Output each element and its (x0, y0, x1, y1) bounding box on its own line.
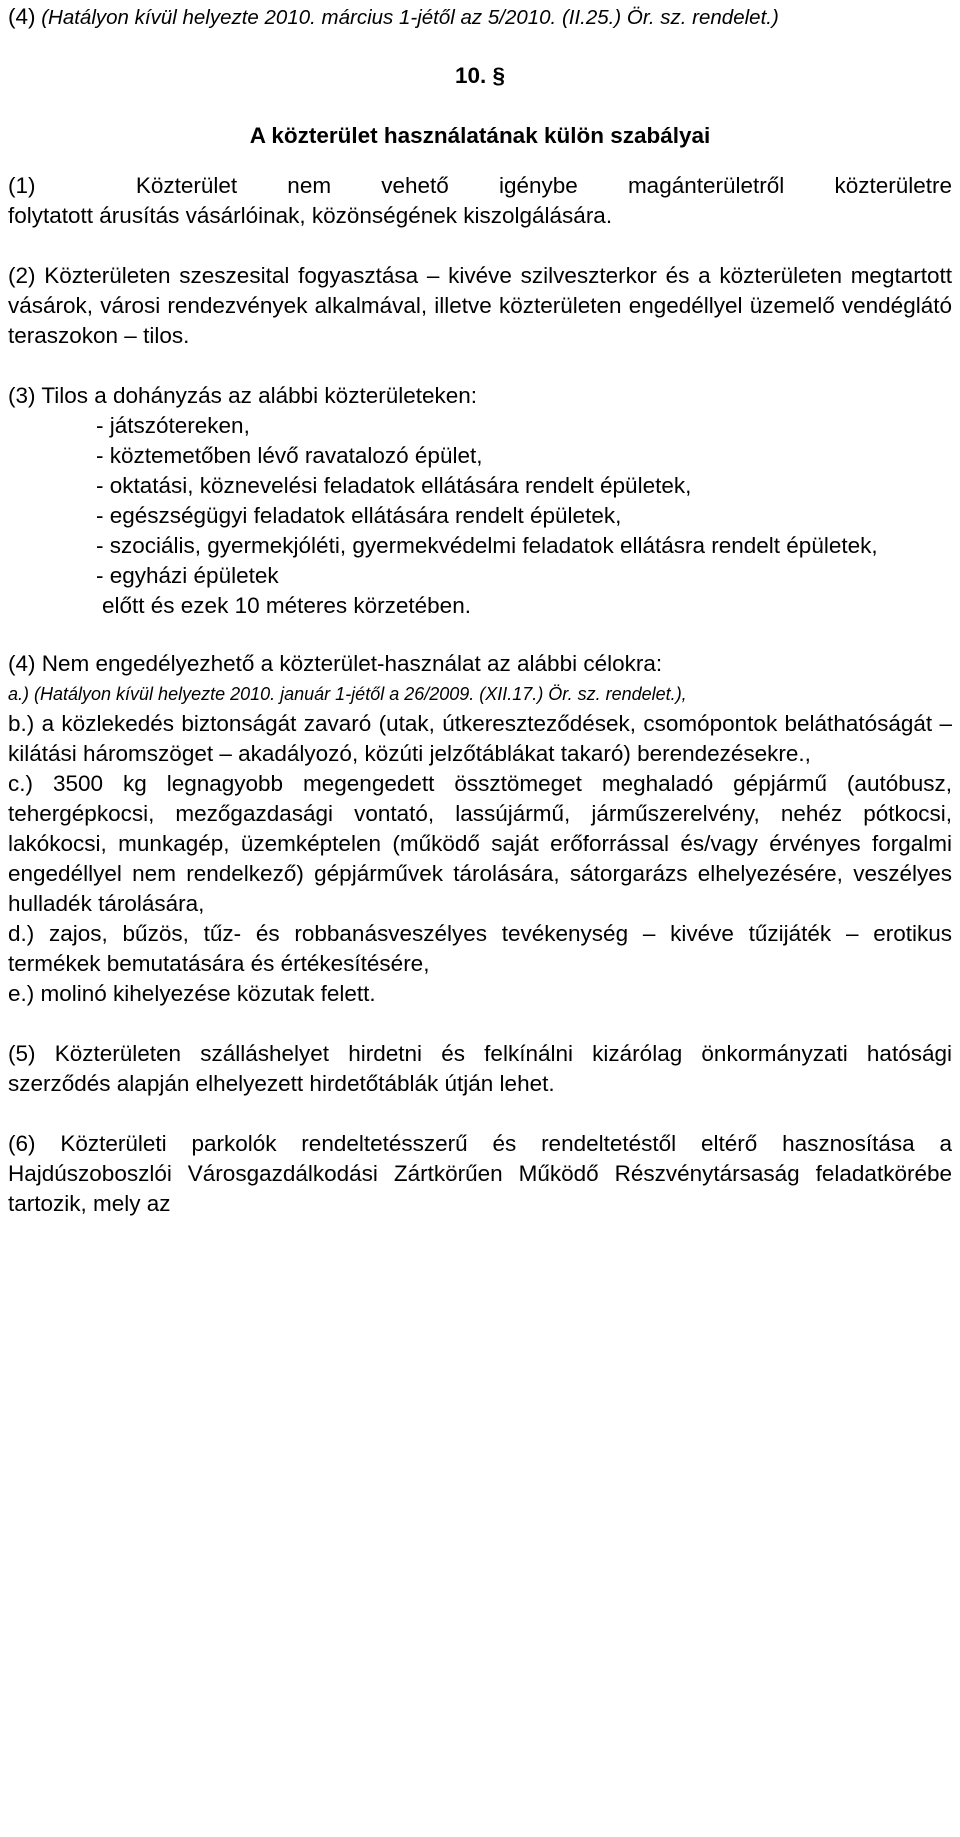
list-item: - szociális, gyermekjóléti, gyermekvédelmi feladatok ellátásra rendelt épületek, (96, 533, 878, 558)
amendment-prefix: (4) (8, 4, 36, 29)
section-title: A közterület használatának külön szabályai (249, 123, 711, 148)
paragraph-1-line-1: (1) Közterület nem vehető igénybe magánterületről közterületre (8, 173, 952, 198)
amendment-text: (Hatályon kívül helyezte 2010. március 1-jétől az 5/2010. (II.25.) Ör. sz. rendelet.) (41, 6, 779, 29)
list-item: - oktatási, köznevelési feladatok ellátására rendelt épületek, (96, 473, 692, 498)
paragraph-3-intro: (3) Tilos a dohányzás az alábbi közterületeken: (8, 383, 478, 408)
list-item: - köztemetőben lévő ravatalozó épület, (96, 443, 483, 468)
paragraph-4-item-e: e.) molinó kihelyezése közutak felett. (8, 981, 376, 1006)
section-number: 10. § (454, 63, 506, 88)
paragraph-4-item-c: c.) 3500 kg legnagyobb megengedett össztömeget meghaladó gépjármű (autóbusz, tehergépkocsi, mezőgazdasági vontató, lassújármű, járműszerelvény, nehéz pótkocsi, lakókocsi, munkagép, üzemképtelen (működő saját erőforrással és/vagy érvényes forgalmi engedéllyel nem rendelkező) gépjárművek tárolására, sátorgarázs elhelyezésére, veszélyes hulladék tárolására, (8, 771, 952, 916)
paragraph-4-item-d: d.) zajos, bűzös, tűz- és robbanásveszélyes tevékenység – kivéve tűzijáték – erotikus termékek bemutatására és értékesítésére, (8, 921, 952, 976)
paragraph-4-item-a: a.) (Hatályon kívül helyezte 2010. január 1-jétől a 26/2009. (XII.17.) Ör. sz. rendelet.), (8, 684, 687, 704)
list-item: - egészségügyi feladatok ellátására rendelt épületek, (96, 503, 622, 528)
paragraph-3 (8, 381, 952, 621)
paragraph-4-item-b: b.) a közlekedés biztonságát zavaró (utak, útkereszteződések, csomópontok beláthatóságát – kilátási háromszöget – akadályozó, közúti jelzőtáblákat takaró) berendezésekre., (8, 711, 952, 766)
amendment-note-top (8, 2, 952, 33)
paragraph-5: (5) Közterületen szálláshelyet hirdetni és felkínálni kizárólag önkormányzati hatósági szerződés alapján elhelyezett hirdetőtáblák útján lehet. (8, 1041, 952, 1096)
paragraph-1 (8, 171, 952, 231)
paragraph-1-line-2: folytatott árusítás vásárlóinak, közönségének kiszolgálására. (8, 203, 613, 228)
list-item: - egyházi épületek (96, 563, 279, 588)
paragraph-4-intro: (4) Nem engedélyezhető a közterület-használat az alábbi célokra: (8, 651, 663, 676)
paragraph-3-end: előtt és ezek 10 méteres körzetében. (102, 593, 471, 618)
paragraph-4 (8, 649, 952, 1009)
paragraph-2: (2) Közterületen szeszesital fogyasztása – kivéve szilveszterkor és a közterületen megtartott vásárok, városi rendezvények alkalmával, illetve közterületen engedéllyel üzemelő vendéglátó teraszokon – tilos. (8, 263, 952, 348)
paragraph-6: (6) Közterületi parkolók rendeltetésszerű és rendeltetéstől eltérő hasznosítása a Hajdúszoboszlói Városgazdálkodási Zártkörűen Működő Részvénytársaság feladatkörébe tartozik, mely az (8, 1131, 952, 1216)
list-item: - játszótereken, (96, 413, 250, 438)
